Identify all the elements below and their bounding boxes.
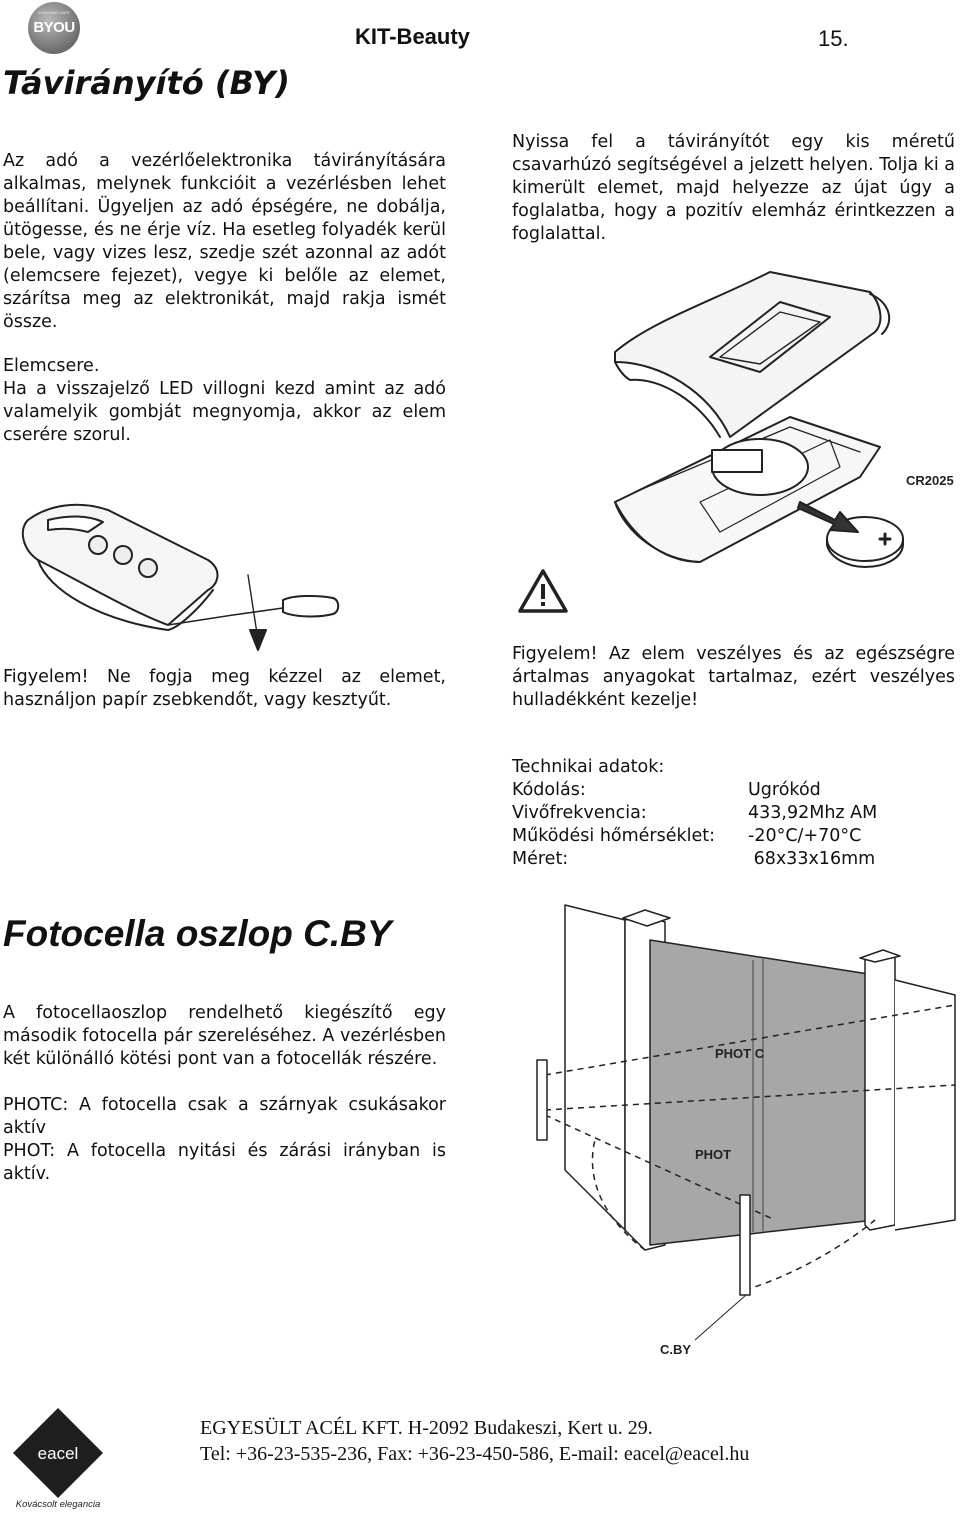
tech-label: Vivőfrekvencia:	[512, 803, 647, 823]
tech-value: Ugrókód	[748, 780, 821, 800]
tech-data-title: Technikai adatok:	[512, 757, 665, 777]
cby-label: C.BY	[660, 1342, 692, 1357]
tech-value: -20°C/+70°C	[748, 826, 862, 846]
eacel-logo-text: eacel	[37, 1444, 79, 1463]
tech-row	[512, 848, 932, 871]
byou-logo-text: BYOU	[33, 19, 75, 36]
tech-label: Működési hőmérséklet:	[512, 826, 716, 846]
phot-paragraph: PHOT: A fotocella nyitási és zárási irányban is aktív.	[3, 1141, 446, 1184]
tech-label: Kódolás:	[512, 780, 586, 800]
intro-paragraph: Az adó a vezérlőelektronika távirányítására alkalmas, melynek funkcióit a vezérlésben lehet beállítani. Ügyeljen az adó épségére, ne dobálja, ütögesse, és ne érje víz. Ha esetleg folyadék kerül bele, vagy vizes lesz, szedje szét azonnal az adót (elemcsere fejezet), vegye ki belőle az elemet, szárítsa meg az elektronikát, majd rakja ismét össze.	[3, 151, 446, 332]
footer-contact: Tel: +36-23-535-236, Fax: +36-23-450-586, E-mail: eacel@eacel.hu	[200, 1443, 750, 1465]
battery-paragraph: Ha a visszajelző LED villogni kezd amint az adó valamelyik gombját megnyomja, akkor az elem cserére szorul.	[3, 379, 446, 445]
tech-row	[512, 802, 932, 825]
tech-label: Méret:	[512, 849, 569, 869]
gate-photocell-diagram	[515, 900, 960, 1360]
section-heading-photocell: Fotocella oszlop C.BY	[3, 913, 392, 954]
remote-screwdriver-illustration	[18, 490, 358, 660]
warning-left-text: Figyelem! Ne fogja meg kézzel az elemet, használjon papír zsebkendőt, vagy kesztyűt.	[3, 667, 446, 710]
tech-row	[512, 825, 932, 848]
eacel-logo-tagline: Kovácsolt elegancia	[15, 1499, 101, 1510]
page-number: 15.	[818, 26, 849, 51]
byou-logo	[28, 2, 80, 54]
photc-paragraph: PHOTC: A fotocella csak a szárnyak csukásakor aktív	[3, 1095, 446, 1138]
remote-open-illustration	[590, 262, 960, 582]
footer-company: EGYESÜLT ACÉL KFT. H-2092 Budakeszi, Kert u. 29.	[200, 1417, 653, 1439]
section-heading-remote: Távirányító (BY)	[3, 64, 290, 102]
phot-c-label: PHOT C	[715, 1046, 765, 1061]
warning-right-text: Figyelem! Az elem veszélyes és az egészségre ártalmas anyagokat tartalmaz, ezért veszélyes hulladékként kezelje!	[512, 644, 955, 710]
tech-value: 433,92Mhz AM	[748, 803, 878, 823]
header-title: KIT-Beauty	[355, 24, 470, 49]
byou-logo-tagline: EVOLVING GATE	[38, 10, 70, 15]
battery-type-label: CR2025	[906, 473, 954, 488]
battery-heading: Elemcsere.	[3, 356, 100, 376]
phot-label: PHOT	[695, 1147, 732, 1162]
tech-data	[512, 756, 932, 871]
open-instructions: Nyissa fel a távirányítót egy kis méretű csavarhúzó segítségével a jelzett helyen. Tolja ki a kimerült elemet, majd helyezze az újat úgy a foglalatba, hogy a pozitív elemház érintkezzen a foglalattal.	[512, 132, 955, 244]
eacel-logo	[8, 1405, 108, 1510]
tech-row	[512, 779, 932, 802]
warning-icon	[516, 567, 570, 615]
tech-value: 68x33x16mm	[748, 849, 876, 869]
photocell-paragraph: A fotocellaoszlop rendelhető kiegészítő egy második fotocella pár szereléséhez. A vezérlésben két különálló kötési pont van a fotocellák részére.	[3, 1003, 446, 1069]
